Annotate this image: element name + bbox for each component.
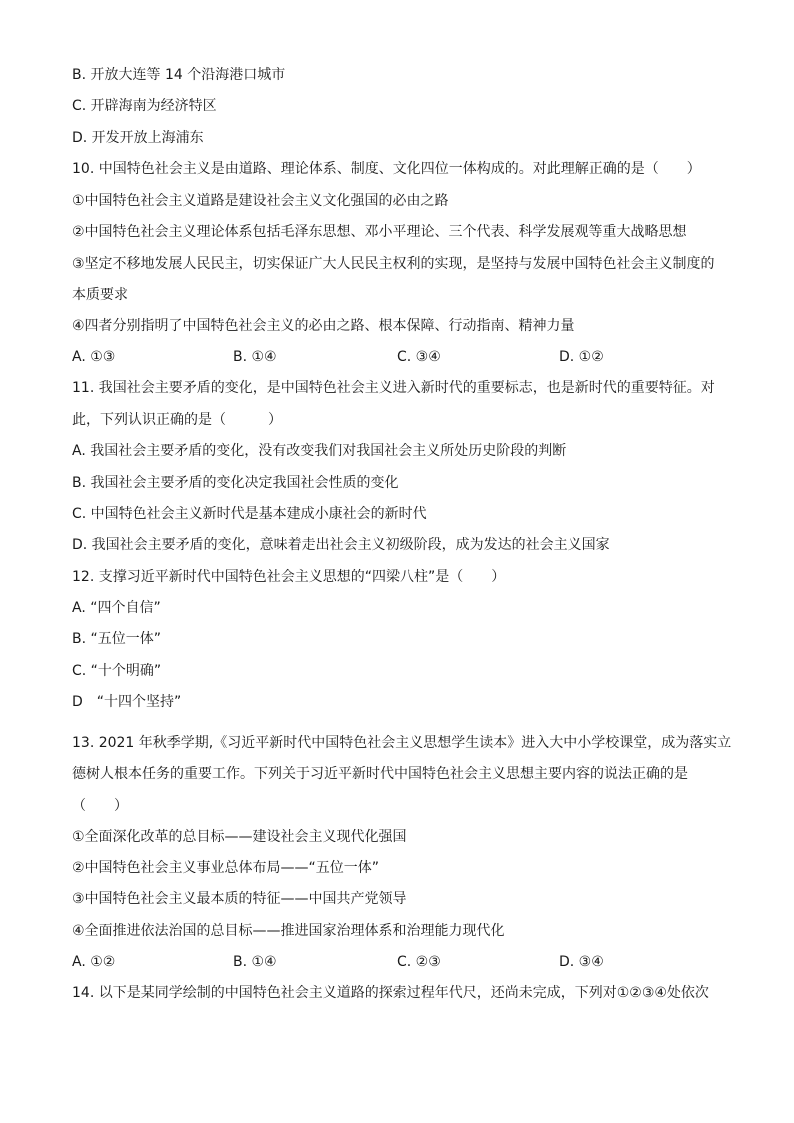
q13-stem-line-1: 13. 2021 年秋季学期,《习近平新时代中国特色社会主义思想学生读本》进入大中小学校课堂，成为落实立 — [72, 735, 732, 751]
q14-stem-line-1: 14. 以下是某同学绘制的中国特色社会主义道路的探索过程年代尺，还尚未完成，下列对①②③④处依次 — [72, 985, 709, 1001]
q11-stem-line-1: 11. 我国社会主要矛盾的变化，是中国特色社会主义进入新时代的重要标志，也是新时代的重要特征。对 — [72, 380, 715, 396]
q13-option-b: B. ①④ — [233, 954, 277, 970]
q10-item-1: ①中国特色社会主义道路是建设社会主义文化强国的必由之路 — [72, 193, 449, 209]
q10-stem: 10. 中国特色社会主义是由道路、理论体系、制度、文化四位一体构成的。对此理解正确的是（ ） — [72, 161, 701, 177]
q10-item-4: ④四者分别指明了中国特色社会主义的必由之路、根本保障、行动指南、精神力量 — [72, 318, 575, 334]
q9-option-b: B. 开放大连等 14 个沿海港口城市 — [72, 67, 286, 83]
q10-option-b: B. ①④ — [233, 349, 277, 365]
q10-option-c: C. ③④ — [397, 349, 441, 365]
q12-option-b: B. “五位一体” — [72, 631, 162, 647]
q9-option-c: C. 开辟海南为经济特区 — [72, 98, 217, 114]
q11-stem-line-2: 此，下列认识正确的是（ ） — [72, 412, 282, 428]
q13-option-a: A. ①② — [72, 954, 116, 970]
q10-item-2: ②中国特色社会主义理论体系包括毛泽东思想、邓小平理论、三个代表、科学发展观等重大战略思想 — [72, 224, 687, 240]
q13-option-c: C. ②③ — [397, 954, 441, 970]
q12-option-d: D “十四个坚持” — [72, 694, 182, 710]
q11-option-a: A. 我国社会主要矛盾的变化，没有改变我们对我国社会主义所处历史阶段的判断 — [72, 443, 567, 459]
q10-options — [72, 347, 734, 367]
q13-item-2: ②中国特色社会主义事业总体布局——“五位一体” — [72, 860, 380, 876]
q13-item-4: ④全面推进依法治国的总目标——推进国家治理体系和治理能力现代化 — [72, 923, 505, 939]
q13-item-1: ①全面深化改革的总目标——建设社会主义现代化强国 — [72, 829, 407, 845]
q11-option-c: C. 中国特色社会主义新时代是基本建成小康社会的新时代 — [72, 506, 427, 522]
q12-option-a: A. “四个自信” — [72, 600, 161, 616]
q13-stem-line-2: 德树人根本任务的重要工作。下列关于习近平新时代中国特色社会主义思想主要内容的说法正确的是 — [72, 766, 688, 782]
q11-option-b: B. 我国社会主要矛盾的变化决定我国社会性质的变化 — [72, 475, 399, 491]
q13-option-d: D. ③④ — [559, 954, 604, 970]
q11-option-d: D. 我国社会主要矛盾的变化，意味着走出社会主义初级阶段，成为发达的社会主义国家 — [72, 537, 610, 553]
q13-stem-line-3: （ ） — [72, 798, 128, 814]
q10-option-d: D. ①② — [559, 349, 604, 365]
q13-options — [72, 952, 734, 972]
q9-option-d: D. 开发开放上海浦东 — [72, 130, 204, 146]
q10-item-3-line-1: ③坚定不移地发展人民民主，切实保证广大人民民主权利的实现，是坚持与发展中国特色社会主义制度的 — [72, 256, 715, 272]
q10-item-3-line-2: 本质要求 — [72, 287, 128, 303]
q13-item-3: ③中国特色社会主义最本质的特征——中国共产党领导 — [72, 891, 407, 907]
q12-stem: 12. 支撑习近平新时代中国特色社会主义思想的“四梁八柱”是（ ） — [72, 569, 506, 585]
q12-option-c: C. “十个明确” — [72, 663, 162, 679]
q10-option-a: A. ①③ — [72, 349, 116, 365]
